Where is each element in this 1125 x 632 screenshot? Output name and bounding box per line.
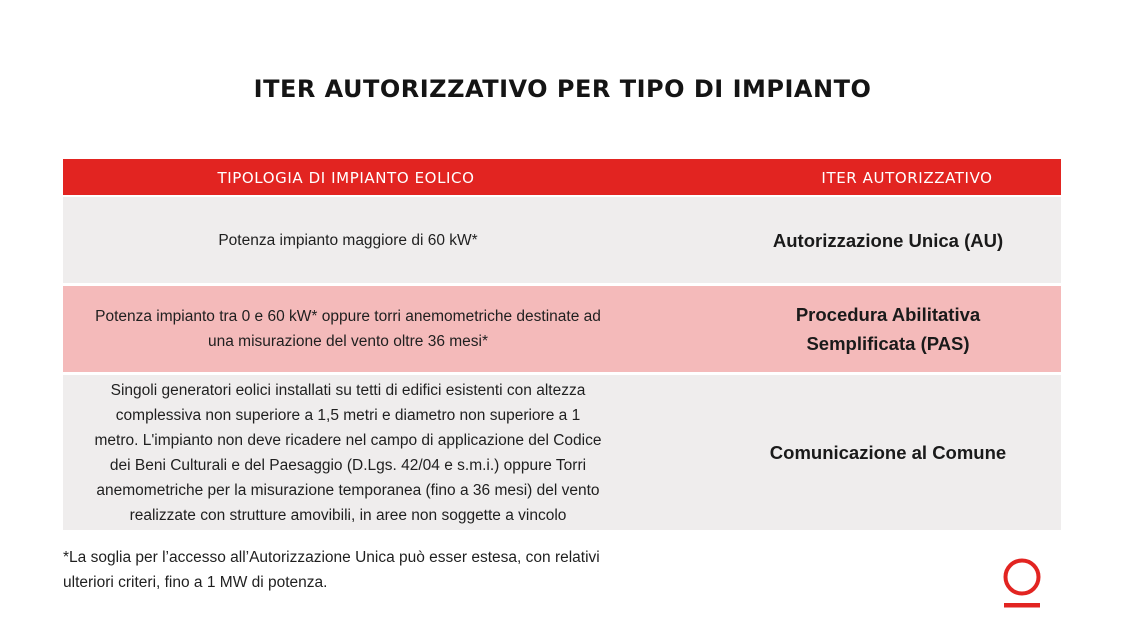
tipologia-line: Singoli generatori eolici installati su tetti di edifici esistenti con altezza — [110, 381, 586, 399]
iter-cell — [723, 286, 1053, 372]
circle-bar-logo-icon — [998, 558, 1046, 612]
tipologia-text: Potenza impianto maggiore di 60 kW* — [218, 231, 478, 249]
tipologia-line: dei Beni Culturali e del Paesaggio (D.Lgs. 42/04 e s.m.i.) oppure Torri — [109, 456, 587, 474]
tipologia-line: complessiva non superiore a 1,5 metri e diametro non superiore a 1 — [115, 406, 581, 424]
tipologia-line: Potenza impianto tra 0 e 60 kW* oppure torri anemometriche destinate ad — [95, 308, 601, 325]
iter-line: Semplificata (PAS) — [806, 333, 970, 354]
table-header — [63, 159, 1061, 195]
tipologia-line: anemometriche per la misurazione temporanea (fino a 36 mesi) del vento — [96, 481, 600, 499]
logo-ring — [1006, 561, 1039, 594]
iter-cell — [723, 375, 1053, 530]
iter-cell — [723, 197, 1053, 283]
logo-bar — [1004, 603, 1040, 608]
table-row — [63, 286, 1061, 372]
table-row — [63, 375, 1061, 530]
header-iter: ITER AUTORIZZATIVO — [821, 169, 993, 187]
footnote — [63, 545, 683, 595]
iter-text: Comunicazione al Comune — [769, 442, 1007, 463]
page-title: ITER AUTORIZZATIVO PER TIPO DI IMPIANTO — [253, 75, 872, 103]
tipologia-cell — [63, 197, 633, 283]
table-row — [63, 197, 1061, 283]
tipologia-cell — [63, 286, 633, 372]
header-tipologia: TIPOLOGIA DI IMPIANTO EOLICO — [217, 169, 475, 187]
iter-text: Autorizzazione Unica (AU) — [772, 229, 1004, 251]
iter-line: Procedura Abilitativa — [795, 304, 981, 325]
tipologia-cell — [63, 375, 633, 530]
tipologia-line: una misurazione del vento oltre 36 mesi* — [207, 333, 488, 350]
footnote-line: *La soglia per l’accesso all’Autorizzazione Unica può esser estesa, con relativi — [63, 549, 600, 566]
authorization-table — [63, 159, 1061, 530]
tipologia-line: realizzate con strutture amovibili, in aree non soggette a vincolo — [129, 506, 567, 524]
tipologia-line: metro. L'impianto non deve ricadere nel campo di applicazione del Codice — [94, 431, 602, 449]
footnote-line: ulteriori criteri, fino a 1 MW di potenza. — [63, 574, 328, 591]
